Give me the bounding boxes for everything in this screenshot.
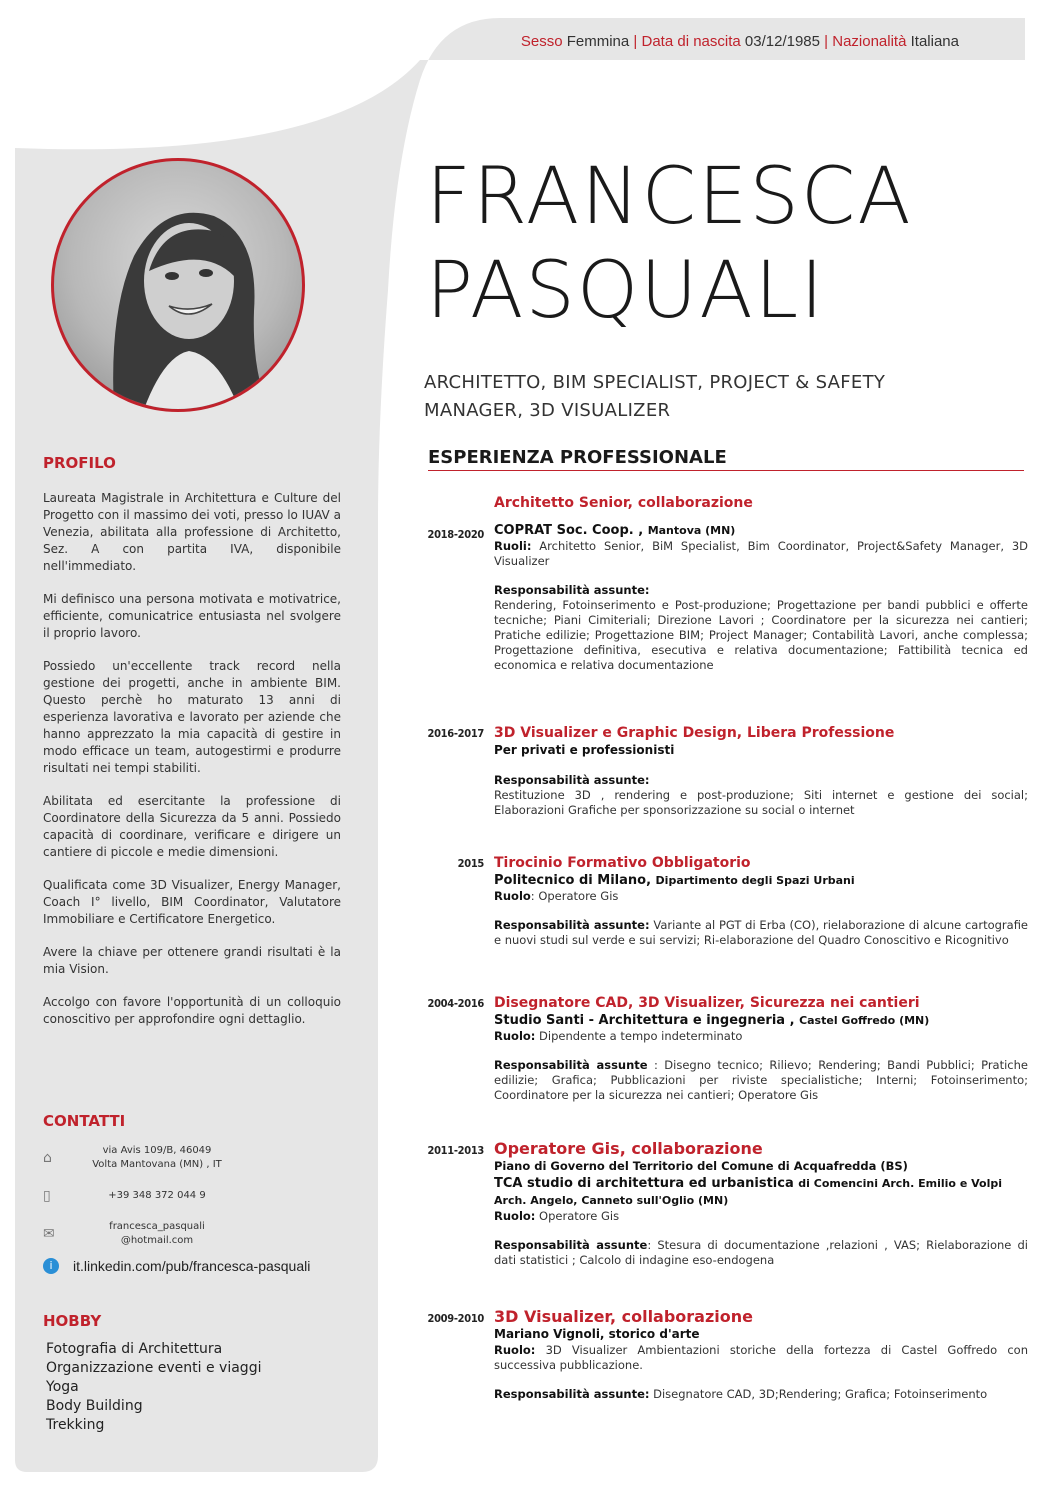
entry-year: 2018-2020 xyxy=(427,528,484,541)
hobby-item: Organizzazione eventi e viaggi xyxy=(46,1360,262,1376)
profile-heading: PROFILO xyxy=(43,454,116,472)
entry-year: 2004-2016 xyxy=(427,997,484,1010)
mail-icon: ✉ xyxy=(43,1226,55,1242)
entry-title: Tirocinio Formativo Obbligatorio xyxy=(494,855,751,871)
phone-row: ▯ +39 348 372 044 9 xyxy=(43,1188,206,1204)
entry-title: Disegnatore CAD, 3D Visualizer, Sicurezza nei cantieri xyxy=(494,995,920,1011)
hobby-section xyxy=(43,1312,341,1435)
entry-sub: Mariano Vignoli, storico d'arte xyxy=(494,1327,700,1341)
experience-entry: 2004-2016 Disegnatore CAD, 3D Visualizer, Sicurezza nei cantieri Studio Santi - Architettura e ingegneria , Castel Goffredo (MN) Ruolo: Dipendente a tempo indeterminato Responsabilità assunte : Disegno tecnico; Rilievo; Rendering; Bandi Pubblici; Pratiche edilizie; Grafica; Pubblicazioni per riviste specialistiche; Interni; Fotoinserimento; Coordinatore per la sicurezza nei cantieri; Operatore Gis xyxy=(420,994,1028,1103)
entry-org: COPRAT Soc. Coop. , Mantova (MN) xyxy=(494,523,736,538)
job-title: ARCHITETTO, BIM SPECIALIST, PROJECT & SAFETY MANAGER, 3D VISUALIZER xyxy=(424,372,886,421)
entry-title: Operatore Gis, collaborazione xyxy=(494,1139,763,1158)
profile-paragraph: Abilitata ed esercitante la professione di Coordinatore della Sicurezza da 5 anni. Possiedo capacità di coordinare, verificare e dirigere un cantiere di piccole e medie dimensioni. xyxy=(43,794,341,859)
first-name: FRANCESCA xyxy=(426,152,913,242)
experience-entry: 2011-2013 Operatore Gis, collaborazione Piano di Governo del Territorio del Comune di Acquafredda (BS) TCA studio di architettura ed urbanistica di Comencini Arch. Emilio e Volpi Arch. Angelo, Canneto sull'Oglio (MN) Ruolo: Operatore Gis Responsabilità assunte: Stesura di documentazione ,relazioni , VAS; Rielaborazione di dati statistici ; Calcolo di indagine eso-endogena xyxy=(420,1140,1028,1268)
contacts-heading: CONTATTI xyxy=(43,1112,126,1130)
address-row: ⌂ via Avis 109/B, 46049 Volta Mantovana (MN) , IT xyxy=(43,1145,222,1170)
hobby-item: Body Building xyxy=(46,1398,143,1414)
entry-org: Studio Santi - Architettura e ingegneria , Castel Goffredo (MN) xyxy=(494,1013,930,1028)
home-icon: ⌂ xyxy=(43,1150,52,1166)
experience-entry: 2009-2010 3D Visualizer, collaborazione Mariano Vignoli, storico d'arte Ruolo: 3D Visualizer Ambientazioni storiche della fortezza di Castel Goffredo con successiva pubblicazione. Responsabilità assunte: Disegnatore CAD, 3D;Rendering; Grafica; Fotoinserimento xyxy=(420,1308,1028,1402)
profile-paragraph: Mi definisco una persona motivata e motivatrice, efficiente, comunicatrice entusiasta nel svolgere il proprio lavoro. xyxy=(43,592,341,640)
entry-title: 3D Visualizer e Graphic Design, Libera Professione xyxy=(494,725,895,741)
sep-2: | xyxy=(824,33,829,50)
profile-photo xyxy=(51,158,305,412)
entry-resp: Responsabilità assunte: Disegnatore CAD, 3D;Rendering; Grafica; Fotoinserimento xyxy=(494,1387,988,1401)
contacts-section xyxy=(43,1112,341,1274)
entry-year: 2009-2010 xyxy=(427,1312,484,1325)
linkedin-link[interactable]: it.linkedin.com/pub/francesca-pasquali xyxy=(73,1258,311,1274)
profile-section xyxy=(43,454,341,1044)
profile-paragraph: Possiedo un'eccellente track record nella gestione dei progetti, anche in ambiente BIM. Questo perchè ho maturato 13 anni di esperienza lavorativa e lavorato per aziende che hanno apprezzato la mia capacità di gestire in modo efficace un team, autogestirmi e produrre risultati nei tempi stabiliti. xyxy=(43,659,341,775)
entry-roles: Ruoli: Architetto Senior, BiM Specialist, Bim Coordinator, Project&Safety Manager, 3D Visualizer xyxy=(494,539,1029,568)
phone-icon: ▯ xyxy=(43,1188,51,1204)
portrait-illustration xyxy=(54,161,302,409)
entry-year: 2015 xyxy=(457,857,484,870)
profile-paragraph: Laureata Magistrale in Architettura e Culture del Progetto con il massimo dei voti, presso lo IUAV a Venezia, abilitata alla professione di Architetto, Sez. A con partita IVA, disponibile nell'immediato. xyxy=(43,491,341,573)
entry-title: Architetto Senior, collaborazione xyxy=(494,495,753,511)
linkedin-icon: i xyxy=(43,1258,59,1274)
hobby-item: Yoga xyxy=(46,1379,79,1395)
entry-resp-label: Responsabilità assunte: xyxy=(494,583,650,597)
email-row: ✉ francesca_pasquali @hotmail.com xyxy=(43,1221,205,1246)
entry-resp: Responsabilità assunte: Stesura di documentazione ,relazioni , VAS; Rielaborazione di dati statistici ; Calcolo di indagine eso-endogena xyxy=(494,1238,1028,1267)
entry-year: 2016-2017 xyxy=(427,727,484,740)
entry-sub: Per privati e professionisti xyxy=(494,743,675,757)
hobby-heading: HOBBY xyxy=(43,1312,102,1330)
entry-resp: Restituzione 3D , rendering e post-produzione; Siti internet e gestione dei social; Elaborazioni Grafiche per sponsorizzazione su social o internet xyxy=(494,788,1028,817)
personal-info-bar: Sesso Femmina | Data di nascita 03/12/1985 | Nazionalità Italiana xyxy=(520,33,959,50)
entry-org: TCA studio di architettura ed urbanistica di Comencini Arch. Emilio e Volpi Arch. Angelo, Canneto sull'Oglio (MN) xyxy=(494,1176,1002,1207)
experience-entry: 2015 Tirocinio Formativo Obbligatorio Politecnico di Milano, Dipartimento degli Spazi Urbani Ruolo: Operatore Gis Responsabilità assunte: Variante al PGT di Erba (CO), rielaborazione di alcune cartografie e nuovi studi sul verde e sui servizi; Ri-elaborazione del Quadro Conoscitivo e Ricognitivo xyxy=(420,854,1028,948)
experience-heading: ESPERIENZA PROFESSIONALE xyxy=(428,447,1024,471)
profile-paragraph: Accolgo con favore l'opportunità di un colloquio conoscitivo per approfondire ogni dettaglio. xyxy=(43,995,341,1026)
experience-entry xyxy=(420,494,1028,673)
last-name: PASQUALI xyxy=(426,246,826,336)
entry-resp: Responsabilità assunte : Disegno tecnico; Rilievo; Rendering; Bandi Pubblici; Pratiche edilizie; Grafica; Pubblicazioni per riviste specialistiche; Interni; Fotoinserimento; Coordinatore per la sicurezza nei cantieri; Operatore Gis xyxy=(494,1058,1028,1102)
hobby-item: Trekking xyxy=(46,1417,105,1433)
entry-resp: Rendering, Fotoinserimento e Post-produzione; Progettazione per bandi pubblici e offerte tecniche; Piani Cimiteriali; Direzione Lavori ; Coordinatore per la sicurezza nei cantieri; Pratiche edilizie; Progettazione BIM; Project Manager; Contabilità Lavori, anche complessa; Progettazione definitiva, esecutiva e relativa documentazione; Fattibilità tecnica ed economica e relativa documentazione xyxy=(494,598,1028,672)
linkedin-row xyxy=(43,1258,341,1274)
profile-paragraph: Avere la chiave per ottenere grandi risultati è la mia Vision. xyxy=(43,945,341,976)
entry-resp: Responsabilità assunte: Variante al PGT di Erba (CO), rielaborazione di alcune cartografie e nuovi studi sul verde e sui servizi; Ri-elaborazione del Quadro Conoscitivo e Ricognitivo xyxy=(494,918,1029,947)
entry-year: 2011-2013 xyxy=(427,1144,484,1157)
entry-title: 3D Visualizer, collaborazione xyxy=(494,1307,754,1326)
entry-org: Politecnico di Milano, Dipartimento degli Spazi Urbani xyxy=(494,873,855,888)
experience-entry: 2016-2017 3D Visualizer e Graphic Design, Libera Professione Per privati e professionisti Responsabilità assunte: Restituzione 3D , rendering e post-produzione; Siti internet e gestione dei social; Elaborazioni Grafiche per sponsorizzazione su social o internet xyxy=(420,724,1028,818)
hobby-list xyxy=(43,1340,341,1435)
hobby-item: Fotografia di Architettura xyxy=(46,1341,223,1357)
entry-sub: Piano di Governo del Territorio del Comune di Acquafredda (BS) xyxy=(494,1159,908,1173)
full-name xyxy=(426,150,913,338)
profile-paragraph: Qualificata come 3D Visualizer, Energy Manager, Coach I° livello, BIM Coordinator, Valutatore Immobiliare e Certificatore Energetico. xyxy=(43,878,341,926)
